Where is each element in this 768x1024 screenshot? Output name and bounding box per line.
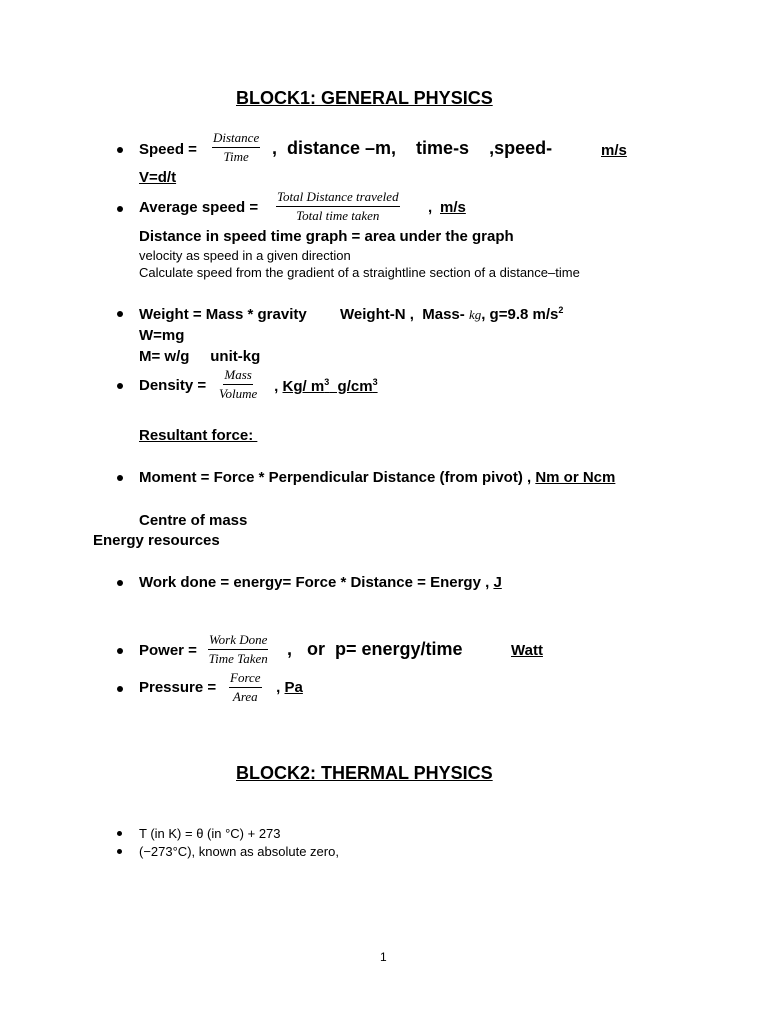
bullet xyxy=(117,686,123,692)
avg-speed-label: Average speed = xyxy=(139,199,259,216)
power-label: Power = xyxy=(139,642,197,659)
page-number: 1 xyxy=(380,950,387,964)
bullet xyxy=(117,831,122,836)
mass-formula: M= w/g unit-kg xyxy=(139,348,261,365)
density-unit-1-text: Kg/ m xyxy=(282,378,325,395)
gradient-line: Calculate speed from the gradient of a straightline section of a distance–time xyxy=(139,265,580,280)
density-fraction xyxy=(219,367,257,402)
avg-speed-frac-den: Total time taken xyxy=(296,208,380,223)
density-frac-den: Volume xyxy=(219,386,258,401)
weight-g: , g=9.8 m/s xyxy=(481,306,559,323)
weight-label: Weight = Mass * gravity Weight-N , Mass- xyxy=(139,306,469,323)
pressure-fraction xyxy=(229,670,262,705)
pressure-unit: Pa xyxy=(284,679,303,696)
weight-formula: W=mg xyxy=(139,327,185,344)
speed-fraction xyxy=(212,130,260,165)
power-fraction xyxy=(208,632,268,667)
speed-frac-den: Time xyxy=(223,149,249,164)
work-line xyxy=(139,574,502,591)
work-unit: J xyxy=(493,574,502,591)
density-label: Density = xyxy=(139,377,207,394)
graph-line: Distance in speed time graph = area under the graph xyxy=(139,228,514,245)
power-frac-den: Time Taken xyxy=(208,651,268,666)
speed-unit: m/s xyxy=(601,142,627,159)
pressure-units xyxy=(272,679,303,696)
weight-g-sup: 2 xyxy=(558,305,564,315)
pressure-frac-num: Force xyxy=(229,670,262,688)
density-unit-2-sup: 3 xyxy=(372,377,378,387)
avg-speed-unit: m/s xyxy=(440,199,466,216)
work-label: Work done = energy= Force * Distance = Energy , xyxy=(139,574,494,591)
thermal-item-2: (−273°C), known as absolute zero, xyxy=(139,844,339,859)
bullet xyxy=(117,849,122,854)
speed-label: Speed = xyxy=(139,141,197,158)
block2-heading: BLOCK2: THERMAL PHYSICS xyxy=(236,763,493,783)
weight-kg: kg xyxy=(468,307,482,322)
bullet xyxy=(117,475,123,481)
speed-units-text: , distance –m, time-s ,speed- xyxy=(272,138,558,158)
moment-unit: Nm or Ncm xyxy=(535,469,616,486)
speed-frac-num: Distance xyxy=(212,130,260,148)
moment-label: Moment = Force * Perpendicular Distance (from pivot) , xyxy=(139,469,536,486)
power-rest: , or p= energy/time xyxy=(282,639,463,659)
pressure-sep: , xyxy=(272,679,285,696)
density-frac-num: Mass xyxy=(223,367,252,385)
bullet xyxy=(117,383,123,389)
weight-line xyxy=(139,305,563,323)
avg-speed-fraction xyxy=(276,189,400,224)
bullet xyxy=(117,147,123,153)
avg-speed-sep: , xyxy=(428,199,437,216)
energy-resources: Energy resources xyxy=(93,532,220,549)
velocity-line: velocity as speed in a given direction xyxy=(139,248,351,263)
avg-speed-frac-num: Total Distance traveled xyxy=(276,189,400,207)
resultant-force: Resultant force: xyxy=(139,427,258,444)
thermal-item-1: T (in K) = θ (in °C) + 273 xyxy=(139,826,281,841)
bullet xyxy=(117,648,123,654)
block1-heading: BLOCK1: GENERAL PHYSICS xyxy=(236,88,493,108)
density-sep: , xyxy=(270,378,283,395)
bullet xyxy=(117,311,123,317)
density-unit-1 xyxy=(283,378,378,395)
density-units xyxy=(270,377,378,395)
bullet xyxy=(117,580,123,586)
density-unit-1-sup: 3 xyxy=(324,377,330,387)
moment-line xyxy=(139,469,615,486)
density-unit-2-text: g/cm xyxy=(329,378,373,395)
centre-of-mass: Centre of mass xyxy=(139,512,248,529)
speed-formula: V=d/t xyxy=(139,169,177,186)
bullet xyxy=(117,206,123,212)
pressure-frac-den: Area xyxy=(232,689,258,704)
power-frac-num: Work Done xyxy=(208,632,268,650)
power-unit: Watt xyxy=(511,642,543,659)
pressure-label: Pressure = xyxy=(139,679,217,696)
